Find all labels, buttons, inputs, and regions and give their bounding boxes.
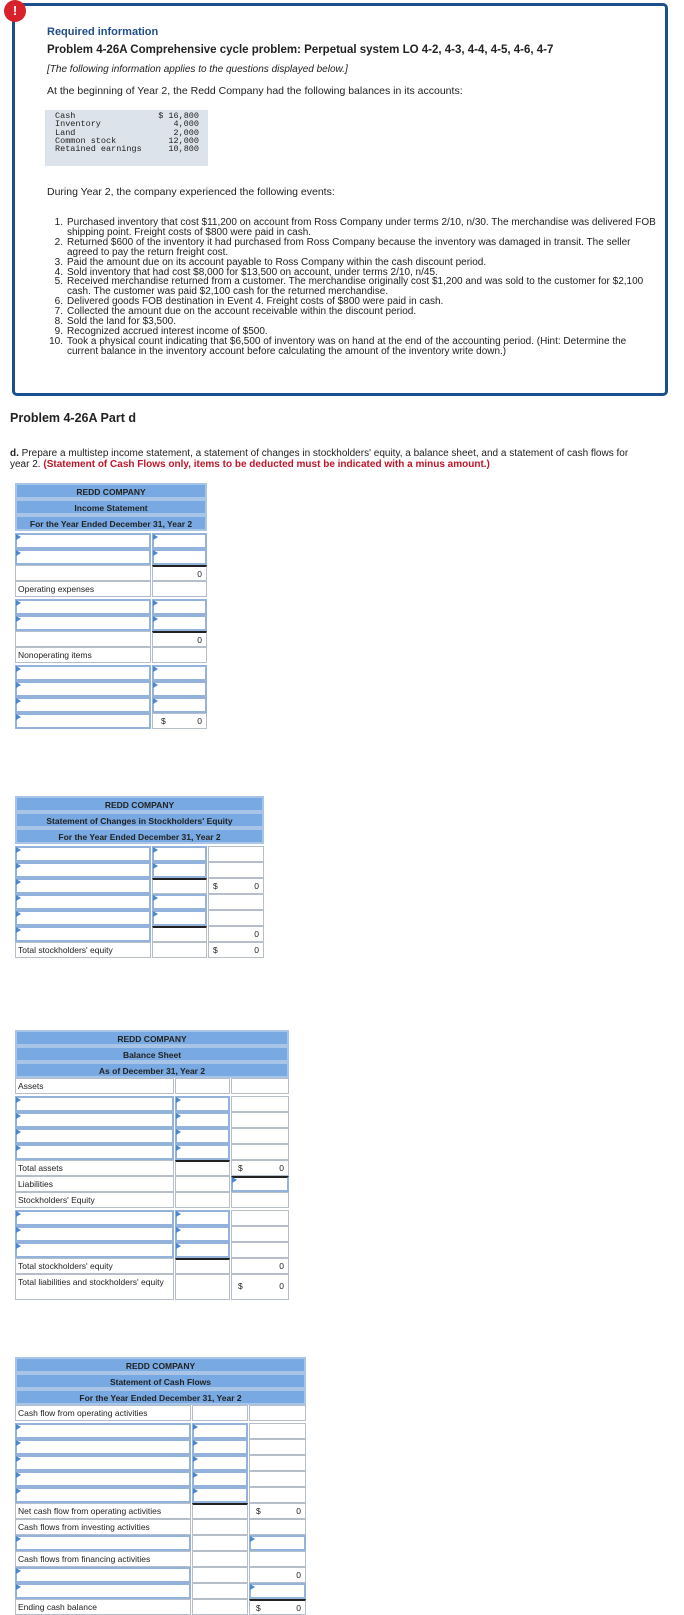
financing-activities-label: Cash flows from financing activities [15,1551,191,1567]
blank-cell [208,910,264,926]
blank-cell [231,1144,289,1160]
net-income-value: 0 [197,716,202,726]
amount-input[interactable] [192,1487,248,1503]
blank-cell [175,1192,230,1208]
account-select[interactable] [15,910,151,926]
total-assets-label: Total assets [15,1160,174,1176]
account-select[interactable] [15,599,151,615]
statement-title: Statement of Cash Flows [15,1373,306,1389]
total-equity-label: Total stockholders' equity [15,942,151,958]
blank-cell [249,1405,306,1421]
blank-cell [192,1535,248,1551]
amount-input[interactable] [175,1144,230,1160]
required-info-label: Required information [47,26,159,38]
amount-input[interactable] [152,862,207,878]
balances-intro: At the beginning of Year 2, the Redd Company had the following balances in its accounts: [47,85,463,97]
account-select[interactable] [15,533,151,549]
amount-input[interactable] [152,697,207,713]
amount-input[interactable] [152,549,207,565]
account-select[interactable] [15,1487,191,1503]
event-item: 6. Delivered goods FOB destination in Event 4. Freight costs of $800 were paid in cash. [54,296,444,308]
operating-income-total: 0 [152,631,207,647]
total-liabilities-equity-label: Total liabilities and stockholders' equity [15,1274,174,1300]
amount-input[interactable] [192,1471,248,1487]
statement-company: REDD COMPANY [15,1357,306,1373]
problem-title: Problem 4-26A Comprehensive cycle problem: Perpetual system LO 4-2, 4-3, 4-4, 4-5, 4-6, 4-7 [47,44,554,56]
event-item: 7. Collected the amount due on the account receivable within the discount period. [54,306,417,318]
account-select[interactable] [15,1144,174,1160]
net-operating-label: Net cash flow from operating activities [15,1503,191,1519]
blank-cell [192,1405,248,1421]
operating-activities-label: Cash flow from operating activities [15,1405,191,1421]
account-select[interactable] [15,615,151,631]
blank-cell [192,1583,248,1599]
account-select[interactable] [15,713,151,729]
net-operating-cell: $ 0 [249,1503,306,1519]
amount-input[interactable] [152,615,207,631]
account-select[interactable] [15,1128,174,1144]
statement-period: For the Year Ended December 31, Year 2 [15,1389,306,1405]
account-select[interactable] [15,1535,191,1551]
amount-input[interactable] [152,681,207,697]
account-select[interactable] [15,1210,174,1226]
amount-input[interactable] [175,1210,230,1226]
blank-cell [231,1242,289,1258]
dollar-sign: $ [161,716,166,726]
event-item: 3. Paid the amount due on its account payable to Ross Company within the cash discount period. [54,256,487,268]
event-item: 8. Sold the land for $3,500. [54,316,176,328]
label-cell [15,631,151,647]
balance-row: Inventory 4,000 [55,119,199,130]
account-select[interactable] [15,1423,191,1439]
events-list [49,218,659,357]
blank-cell [231,1226,289,1242]
account-select[interactable] [15,549,151,565]
balances-table [45,110,208,166]
amount-input[interactable] [249,1535,306,1551]
account-select[interactable] [15,1226,174,1242]
total-equity-value: 0 [231,1258,289,1274]
blank-cell [231,1192,289,1208]
required-info-panel [12,3,668,396]
blank-cell [231,1112,289,1128]
gross-profit-total: 0 [152,565,207,581]
balance-row: Land 2,000 [55,127,199,138]
blank-cell [192,1551,248,1567]
amount-input[interactable] [192,1455,248,1471]
account-select[interactable] [15,1112,174,1128]
common-stock-total: $ 0 [208,878,264,894]
amount-input[interactable] [152,533,207,549]
statement-period: As of December 31, Year 2 [15,1062,289,1078]
blank-cell [152,942,207,958]
account-select[interactable] [15,1096,174,1112]
investing-activities-label: Cash flows from investing activities [15,1519,191,1535]
account-select[interactable] [15,862,151,878]
amount-input[interactable] [175,1096,230,1112]
account-select[interactable] [15,1242,174,1258]
amount-input[interactable] [175,1242,230,1258]
retained-earnings-total: 0 [208,926,264,942]
account-select[interactable] [15,846,151,862]
blank-cell [231,1078,289,1094]
amount-input[interactable] [192,1439,248,1455]
blank-cell [152,647,207,663]
blank-cell [231,1210,289,1226]
amount-input[interactable] [175,1128,230,1144]
account-select[interactable] [15,665,151,681]
account-select[interactable] [15,894,151,910]
statement-title: Balance Sheet [15,1046,289,1062]
account-select[interactable] [15,1471,191,1487]
nonoperating-items-label: Nonoperating items [15,647,151,663]
statement-period: For the Year Ended December 31, Year 2 [15,828,264,844]
amount-input[interactable] [152,599,207,615]
blank-cell [175,1258,230,1274]
blank-cell [208,846,264,862]
total-liabilities-equity-cell: $ 0 [231,1274,289,1300]
ending-cash-label: Ending cash balance [15,1599,191,1615]
operating-expenses-label: Operating expenses [15,581,151,597]
instructions: d. Prepare a multistep income statement, a statement of changes in stockholders' equity, a balance sheet, and a statement of cash flows for year 2. (Statement of Cash Flows only, items to be deducted must be indicated with a minus amount.) [10,448,629,470]
blank-cell [249,1487,306,1503]
part-title: Problem 4-26A Part d [10,411,136,425]
account-select[interactable] [15,926,151,942]
blank-cell [175,1078,230,1094]
event-item: 9. Recognized accrued interest income of $500. [54,325,268,337]
amount-input[interactable] [152,846,207,862]
events-intro: During Year 2, the company experienced the following events: [47,186,335,198]
blank-cell [192,1567,248,1583]
net-income-total [152,713,207,729]
statement-company: REDD COMPANY [15,1030,289,1046]
statement-company: REDD COMPANY [15,796,264,812]
applies-note: [The following information applies to the questions displayed below.] [47,64,348,75]
assets-label: Assets [15,1078,174,1094]
amount-input[interactable] [152,665,207,681]
blank-cell [192,1503,248,1519]
balance-row: Cash $ 16,800 [55,111,199,121]
label-cell [15,565,151,581]
balance-row: Retained earnings 10,800 [55,144,199,155]
liabilities-input[interactable] [231,1176,289,1192]
blank-cell [152,878,207,894]
blank-cell [192,1599,248,1615]
account-select[interactable] [15,878,151,894]
blank-cell [152,926,207,942]
liabilities-label: Liabilities [15,1176,174,1192]
total-equity-cell: $ 0 [208,942,264,958]
event-item: 10. Took a physical count indicating that $6,500 of inventory was on hand at the end of the accounting period. (Hint: Determine the current balance in the inventory account before calculating the amount of the inventory write down.) [49,335,627,357]
blank-cell [175,1160,230,1176]
statement-title: Income Statement [15,499,207,515]
statement-title: Statement of Changes in Stockholders' Equity [15,812,264,828]
account-select[interactable] [15,1455,191,1471]
account-select[interactable] [15,681,151,697]
statement-company: REDD COMPANY [15,483,207,499]
event-item: 4. Sold inventory that had cost $8,000 for $13,500 on account, under terms 2/10, n/45. [54,266,438,278]
ending-cash-cell: $ 0 [249,1599,306,1615]
account-select[interactable] [15,697,151,713]
amount-input[interactable] [192,1423,248,1439]
alert-icon: ! [4,0,26,22]
amount-input[interactable] [152,910,207,926]
blank-cell [231,1128,289,1144]
amount-input[interactable] [175,1226,230,1242]
event-item: 5. Received merchandise returned from a customer. The merchandise originally cost $1,200 and was sold to the customer for $2,100 cash. The customer was paid $2,100 cash for the returned merchandise. [54,276,644,298]
blank-cell [231,1096,289,1112]
blank-cell [249,1423,306,1439]
total-assets-cell: $ 0 [231,1160,289,1176]
blank-cell [208,894,264,910]
account-select[interactable] [15,1583,191,1599]
blank-cell [249,1471,306,1487]
blank-cell [249,1519,306,1535]
amount-input[interactable] [175,1112,230,1128]
financing-total: 0 [249,1567,306,1583]
event-item: 1. Purchased inventory that cost $11,200 on account from Ross Company under terms 2/10, n/30. The merchandise was delivered FOB shipping point. Freight costs of $800 were paid in cash. [54,217,656,238]
blank-cell [152,581,207,597]
account-select[interactable] [15,1567,191,1583]
blank-cell [249,1439,306,1455]
total-equity-label: Total stockholders' equity [15,1258,174,1274]
blank-cell [249,1551,306,1567]
account-select[interactable] [15,1439,191,1455]
blank-cell [192,1519,248,1535]
balance-row: Common stock 12,000 [55,135,199,146]
stockholders-equity-label: Stockholders' Equity [15,1192,174,1208]
blank-cell [208,862,264,878]
amount-input[interactable] [152,894,207,910]
blank-cell [175,1274,230,1300]
amount-input[interactable] [249,1583,306,1599]
statement-period: For the Year Ended December 31, Year 2 [15,515,207,531]
event-item: 2. Returned $600 of the inventory it had purchased from Ross Company because the inventory was damaged in transit. The seller agreed to pay the return freight cost. [54,236,631,258]
blank-cell [175,1176,230,1192]
blank-cell [249,1455,306,1471]
